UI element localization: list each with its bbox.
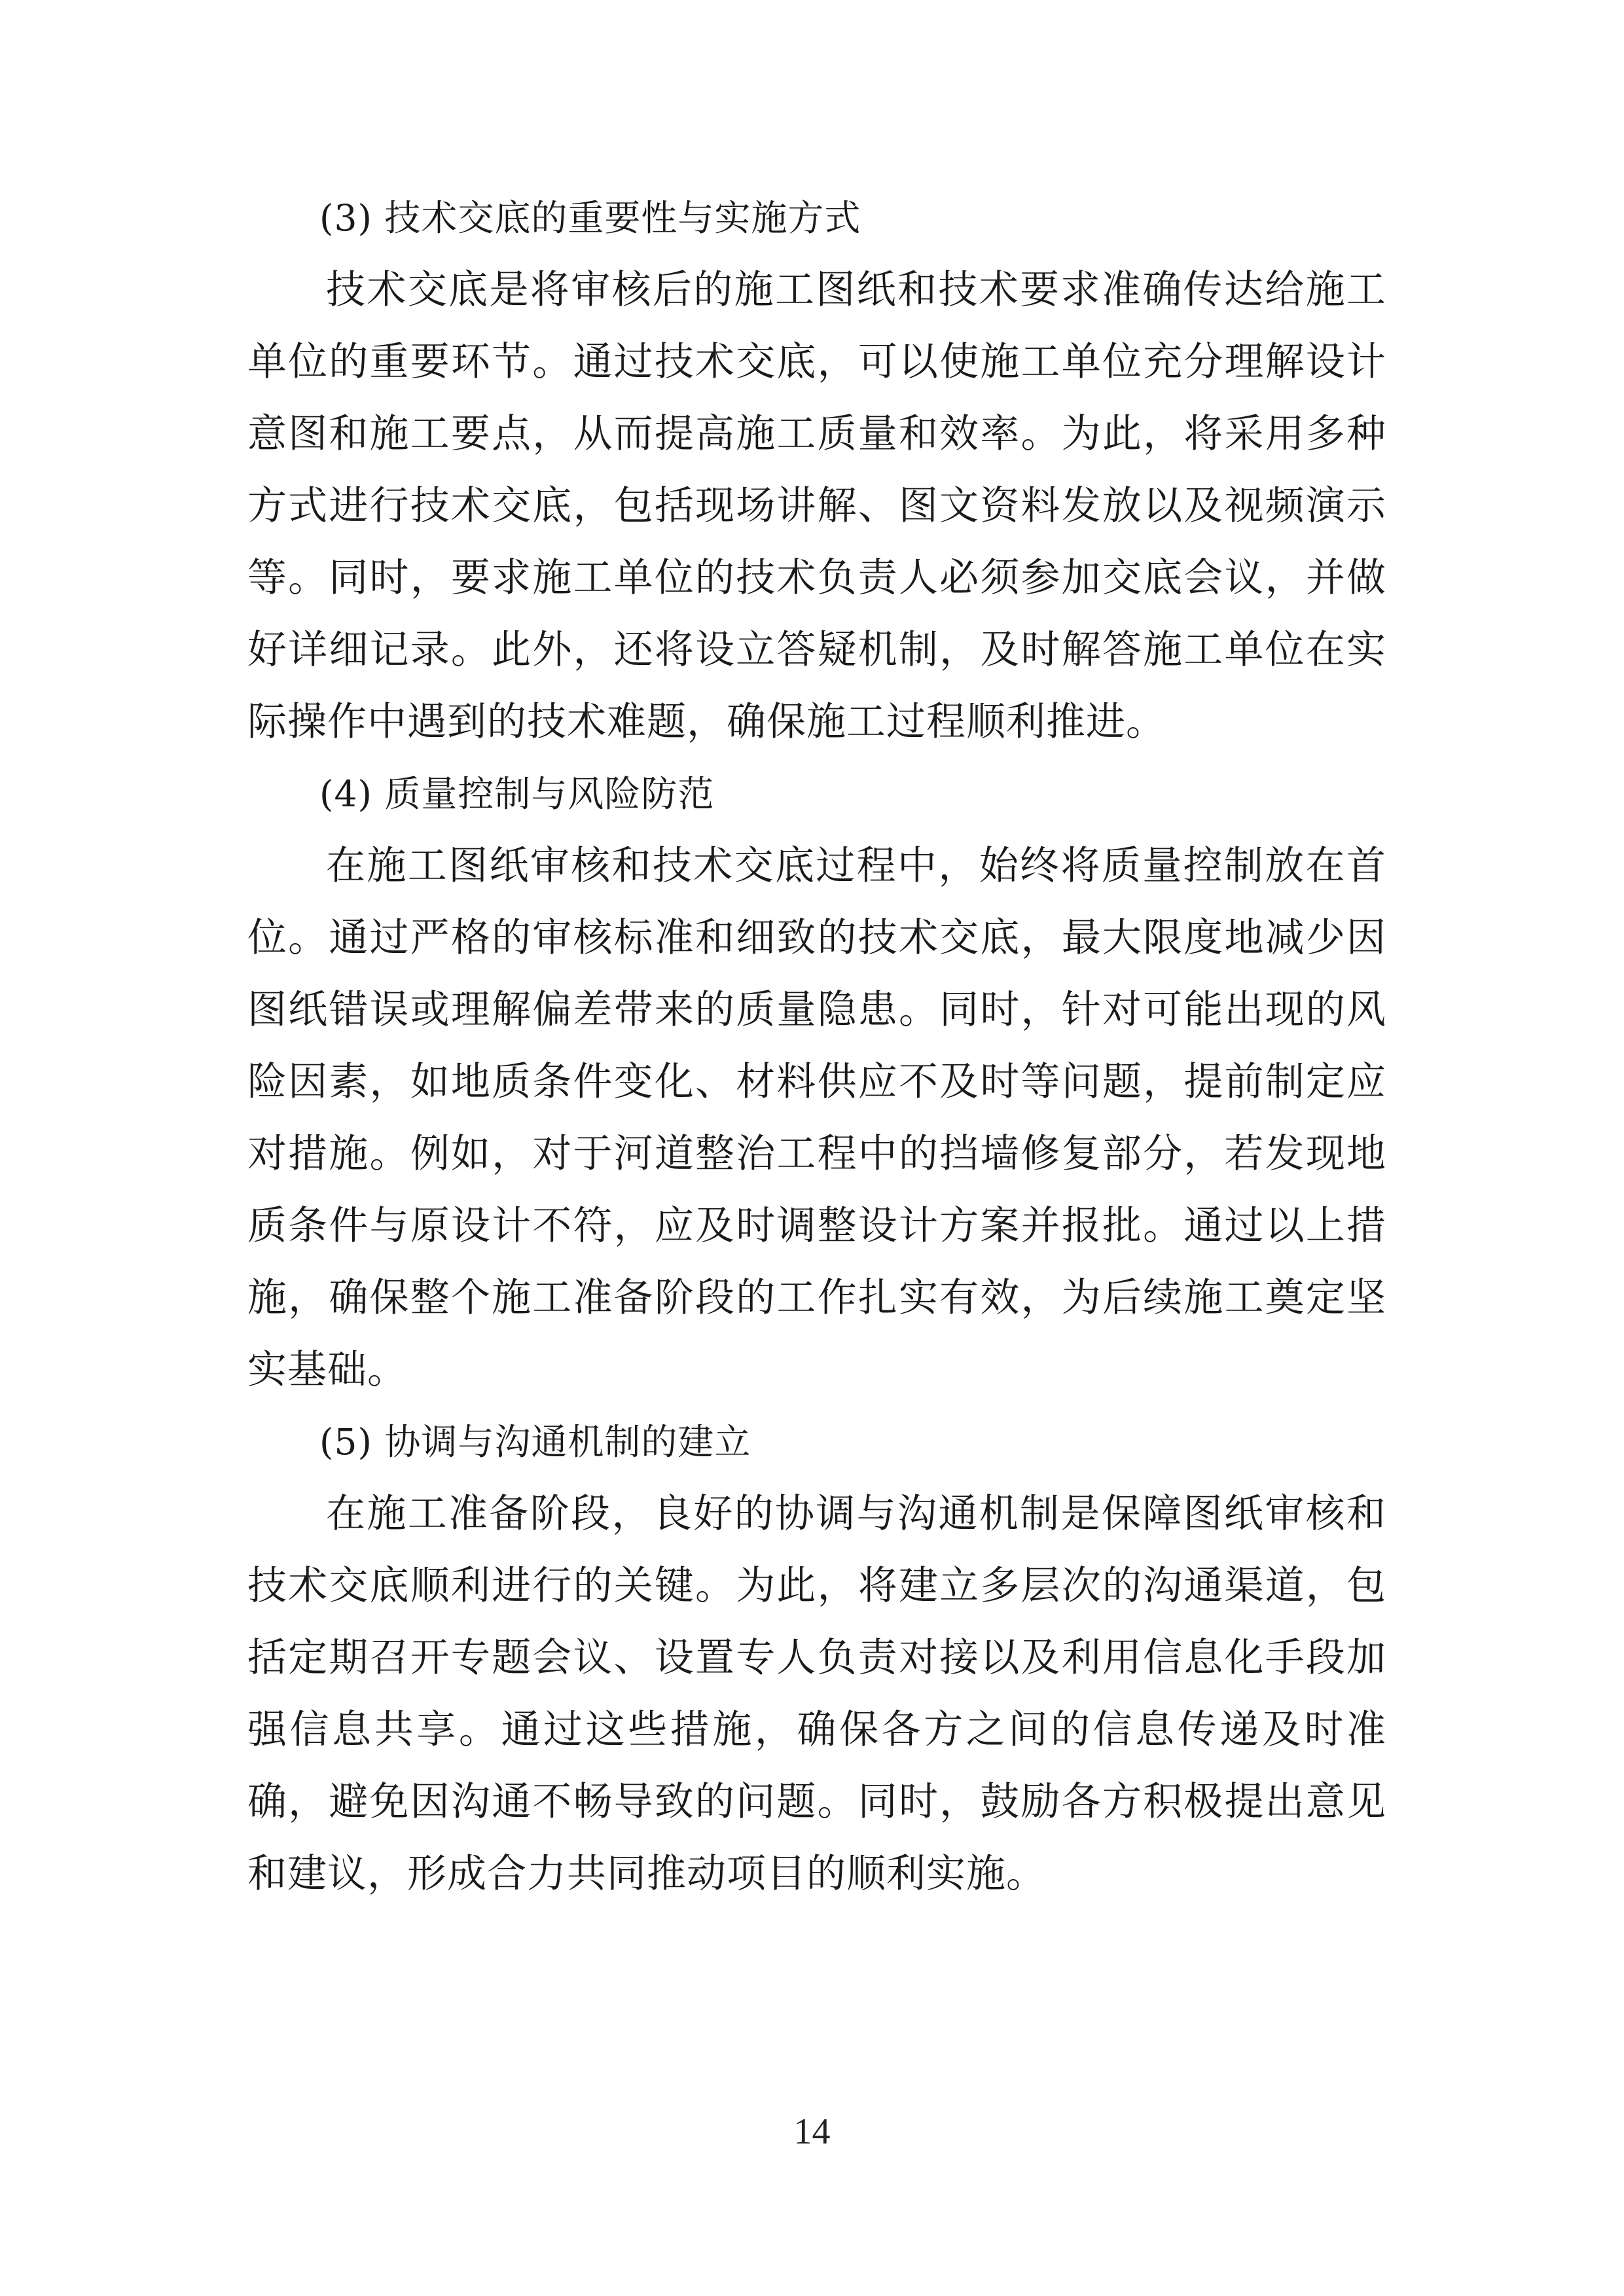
section-4-paragraph: 在施工图纸审核和技术交底过程中，始终将质量控制放在首位。通过严格的审核标准和细致的技术交底，最大限度地减少因图纸错误或理解偏差带来的质量隐患。同时，针对可能出现的风险因素，如地质条件变化、材料供应不及时等问题，提前制定应对措施。例如，对于河道整治工程中的挡墙修复部分，若发现地质条件与原设计不符，应及时调整设计方案并报批。通过以上措施，确保整个施工准备阶段的工作扎实有效，为后续施工奠定坚实基础。	[247, 843, 1386, 1393]
page-content	[247, 182, 1386, 1910]
page-number: 14	[793, 2111, 831, 2152]
section-3-paragraph: 技术交底是将审核后的施工图纸和技术要求准确传达给施工单位的重要环节。通过技术交底，可以使施工单位充分理解设计意图和施工要点，从而提高施工质量和效率。为此，将采用多种方式进行技术交底，包括现场讲解、图文资料发放以及视频演示等。同时，要求施工单位的技术负责人必须参加交底会议，并做好详细记录。此外，还将设立答疑机制，及时解答施工单位在实际操作中遇到的技术难题，确保施工过程顺利推进。	[247, 267, 1386, 745]
section-3-heading: (3) 技术交底的重要性与实施方式	[319, 197, 861, 239]
section-5-heading: (5) 协调与沟通机制的建立	[319, 1421, 751, 1463]
section-4-heading: (4) 质量控制与风险防范	[319, 773, 715, 815]
section-5-paragraph: 在施工准备阶段，良好的协调与沟通机制是保障图纸审核和技术交底顺利进行的关键。为此，将建立多层次的沟通渠道，包括定期召开专题会议、设置专人负责对接以及利用信息化手段加强信息共享。通过这些措施，确保各方之间的信息传递及时准确，避免因沟通不畅导致的问题。同时，鼓励各方积极提出意见和建议，形成合力共同推动项目的顺利实施。	[247, 1491, 1386, 1897]
